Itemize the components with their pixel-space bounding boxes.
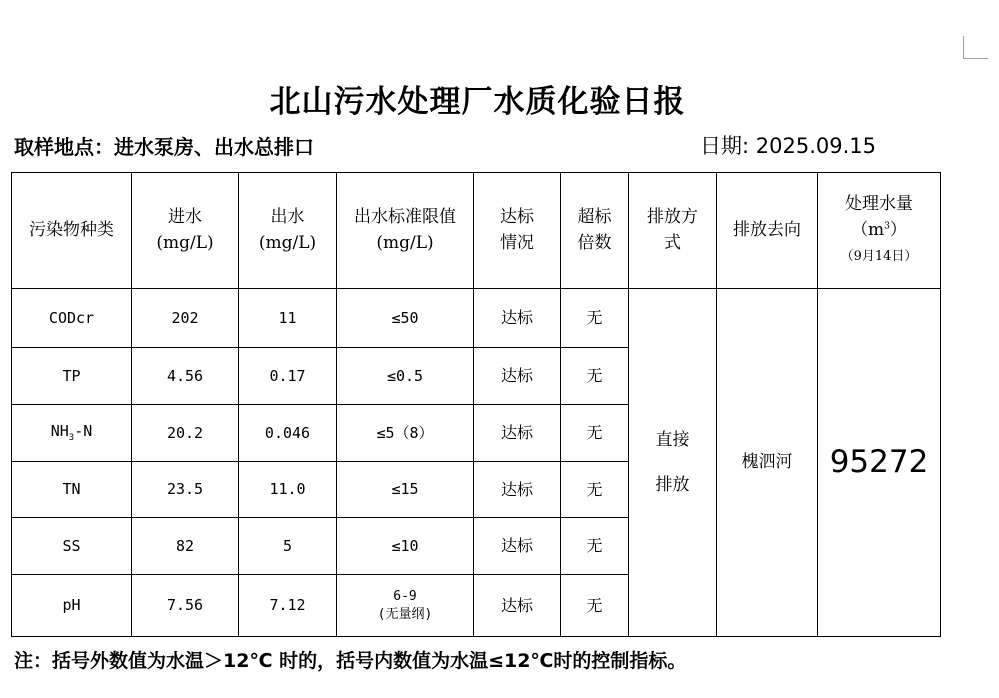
header-discharge-destination: 排放去向	[717, 173, 818, 289]
report-date: 日期: 2025.09.15	[700, 134, 876, 158]
effluent-cell: 0.046	[239, 405, 337, 462]
limit-cell: ≤50	[337, 289, 474, 348]
header-compliance: 达标 情况	[474, 173, 561, 289]
compliance-cell: 达标	[474, 575, 561, 637]
discharge-destination-cell: 槐泗河	[717, 289, 818, 637]
pollutant-cell: CODcr	[12, 289, 132, 348]
discharge-method-cell: 直接 排放	[629, 289, 717, 637]
influent-cell: 23.5	[132, 462, 239, 518]
header-influent: 进水 (mg/L)	[132, 173, 239, 289]
exceed-cell: 无	[561, 348, 629, 405]
pollutant-cell: pH	[12, 575, 132, 637]
exceed-cell: 无	[561, 518, 629, 575]
compliance-cell: 达标	[474, 518, 561, 575]
exceed-cell: 无	[561, 405, 629, 462]
pollutant-cell: TP	[12, 348, 132, 405]
compliance-cell: 达标	[474, 289, 561, 348]
treated-volume-cell: 95272	[818, 289, 941, 637]
pollutant-cell: TN	[12, 462, 132, 518]
effluent-cell: 7.12	[239, 575, 337, 637]
exceed-cell: 无	[561, 575, 629, 637]
header-effluent: 出水 (mg/L)	[239, 173, 337, 289]
sampling-site: 取样地点：进水泵房、出水总排口	[14, 135, 314, 159]
effluent-cell: 0.17	[239, 348, 337, 405]
influent-cell: 7.56	[132, 575, 239, 637]
header-limit: 出水标准限值 (mg/L)	[337, 173, 474, 289]
limit-cell: ≤15	[337, 462, 474, 518]
header-pollutant: 污染物种类	[12, 173, 132, 289]
compliance-cell: 达标	[474, 462, 561, 518]
compliance-cell: 达标	[474, 348, 561, 405]
limit-cell: ≤5（8）	[337, 405, 474, 462]
effluent-cell: 11	[239, 289, 337, 348]
influent-cell: 202	[132, 289, 239, 348]
influent-cell: 4.56	[132, 348, 239, 405]
exceed-cell: 无	[561, 462, 629, 518]
header-row	[12, 173, 941, 289]
exceed-cell: 无	[561, 289, 629, 348]
page-corner-mark	[963, 36, 988, 59]
influent-cell: 20.2	[132, 405, 239, 462]
compliance-cell: 达标	[474, 405, 561, 462]
report-title: 北山污水处理厂水质化验日报	[269, 84, 686, 120]
effluent-cell: 11.0	[239, 462, 337, 518]
pollutant-cell: $NH_3-N$	[12, 405, 132, 462]
header-discharge-method: 排放方 式	[629, 173, 717, 289]
table-row	[12, 289, 941, 348]
limit-cell: 6-9 (无量纲)	[337, 575, 474, 637]
influent-cell: 82	[132, 518, 239, 575]
limit-cell: ≤10	[337, 518, 474, 575]
footnote: 注：括号外数值为水温＞12℃ 时的，括号内数值为水温≤12℃时的控制指标。	[14, 650, 687, 672]
header-exceed: 超标 倍数	[561, 173, 629, 289]
water-quality-table	[11, 172, 941, 637]
pollutant-cell: SS	[12, 518, 132, 575]
header-volume: 处理水量 $(m^3)$ （9月14日）	[818, 173, 941, 289]
effluent-cell: 5	[239, 518, 337, 575]
limit-cell: ≤0.5	[337, 348, 474, 405]
